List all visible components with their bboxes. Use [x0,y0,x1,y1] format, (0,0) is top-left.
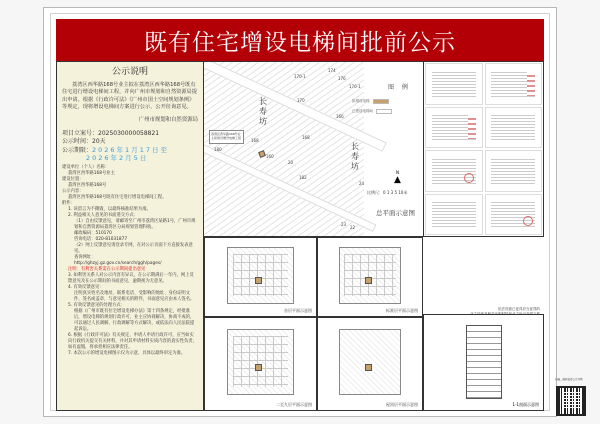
plan-caption: 二至九层平面示意图 [276,402,312,407]
content-label: 公示内容： [62,188,84,194]
elevator-marker [255,277,262,284]
document-thumbnail [485,107,543,149]
document-thumbnail [425,194,483,236]
building-number: 168 [302,135,310,140]
building-number: 23 [341,222,347,227]
section-caption: 1-1剖面示意图 [512,402,539,407]
note-warning: 注明：有利害关系需在公示期间提出意见 [68,266,146,272]
building-number: 160 [266,154,274,159]
note-item: 4. 有效反馈意见： [68,284,104,290]
note-item: 邮政编码：510170 [74,230,112,236]
notice-heading: 公示说明 [111,67,148,77]
plan-caption: 标准层平面示意图 [386,308,418,313]
legend-title: 图 例 [388,84,411,91]
legend-swatch [373,99,389,104]
building-number: 20 [288,160,294,165]
location-label: 建设位置： [62,176,84,182]
notes-label: 附件： [62,200,75,206]
period-start: 2026年1月17日至 [92,145,169,154]
location: 荔湾区西华路168号 [68,182,107,188]
builder-label: 建设单位（个人）名称： [62,164,110,170]
duration: 20天 [92,137,106,145]
qr-code-icon[interactable] [556,386,586,416]
document-thumbnail [425,63,483,105]
elevator-marker [255,364,262,371]
query-link[interactable]: http://ghzyj.gz.gov.cn/search/ggh/pages/ [74,260,162,266]
period-end: 2026年2月5日 [86,153,149,162]
floor-plan [204,237,317,317]
north-arrow-icon: N ▲ [394,170,401,185]
duration-row: 公示时间：20天 [62,137,106,145]
building-number: 180 [214,147,222,152]
building-number: 174 [328,68,336,73]
note-item: 3. 如利害关系人对公示内容有异议，在公示期满后一年内，网上反馈意见及在公示期间的书面意见，逾期视为无意见。 [68,272,194,284]
note-item: （1）自由反馈意见，请邮寄至广州市荔湾区某路1号，广州市规划和自然资源局荔湾区分局规划管理科收。 [74,218,196,230]
map-title: 总平面示意图 [376,209,415,217]
building-section [466,325,502,399]
page-header [56,19,544,61]
plan-caption: 屋顶层平面示意图 [386,402,418,407]
elevator-marker [365,364,372,371]
note-item: 注明真实姓名及地址、联系电话、受影响的地址、身份证明文件，签名或盖章，与意见相关的附件，书面意见应由本人签名。 [74,290,195,302]
note-item: 查询网址： [74,254,96,260]
building-number: 166 [336,114,344,119]
document-thumbnail [425,150,483,192]
scale-bar: 比例尺：0 1 3 5 10米 [367,190,408,195]
documents-caption: 依法同意已征得应当征得的 [498,307,540,311]
street-label: 长寿坊 [351,142,359,171]
page-title: 既有住宅增设电梯间批前公示 [144,29,456,56]
note-item: （2）网上反馈意见请登录专网，在对公示页面下方直接发表意见。 [74,242,193,254]
building-number: 170-1 [349,84,361,89]
document-thumbnail [485,150,543,192]
note-item: 2. 利益相关人意见的书面递交方式： [68,212,138,218]
legend-item: 已建设电梯间 [352,109,392,114]
elevator-marker [365,277,372,284]
document-thumbnail [425,107,483,149]
notice-intro: 荔湾区西华路168号业主拟在荔湾区西华路168号既有住宅进行增设电梯间工程，并向广州市规划和自然资源局提出申请。根据《行政许可法》《广州市国土空间规划条例》等规定，现将增设电梯间方案进行公示，公开征询意见。 [62,82,197,111]
plan-caption: 首层平面示意图 [284,308,312,313]
building-number: 24 [359,181,365,186]
building-number: 168 [251,138,259,143]
building-number: 182 [299,175,307,180]
notice-organization: 广州市规划和自然资源局 [138,116,198,123]
building-number: 170-1 [294,74,306,79]
qr-caption: 扫描二维码查看公示详情 [555,378,583,381]
project-number: 2025030000058821 [98,129,160,137]
floor-plan [317,237,423,317]
floor-plan [317,317,423,411]
floor-plan [204,317,317,411]
street-label: 长寿坊 [259,97,267,126]
notice-panel [56,61,204,411]
legend-swatch [376,109,392,114]
site-callout: 荔湾区西华路168号业主拟建设增设电梯工程 [209,130,244,144]
period-row: 公示期限：2026年1月17日至 [62,145,169,154]
builder: 荔湾区西华路168号业主 [68,170,115,176]
building-number: 176 [338,76,346,81]
document-thumbnail [485,194,543,236]
section-drawing [423,314,544,411]
supporting-documents [423,61,544,237]
legend-item: 拟增设电梯 [352,99,389,104]
building-number: 22 [350,225,356,230]
note-item: 6. 根据《行政许可法》有关规定，申请人申请行政许可，应当如实向行政机关提交有关材料，并对其申请材料实质内容的真实性负责，如有虚假，将承担相应法律责任。 [68,332,197,350]
project-number-row: 项目立案号：2025030000058821 [62,129,160,137]
note-item: 1. 该留言为不撕毁、以最终核准结果为准。 [68,206,151,212]
building-number: 170 [297,98,305,103]
note-item: 5. 有效反馈意见的处理方式： [68,302,126,308]
note-item: 7. 本次公示的增设电梯图示仅为示意，具体以最终审定为准。 [68,350,186,356]
document-thumbnail [485,63,543,105]
note-item: 根据《广州市既有住宅增设电梯办法》第十四条规定，经批准后，增设电梯的规划行政许可，业主应协商解决，协商不成的，可以通过人民调解、行政调解等方式解决，或依法向人民法院提起诉讼。 [74,308,195,332]
note-item: 咨询电话：020-81031877 [74,236,128,242]
content: 荔湾区西华路168号既有住宅进行增设电梯间工程。 [68,194,167,200]
site-plan-map [204,61,423,237]
